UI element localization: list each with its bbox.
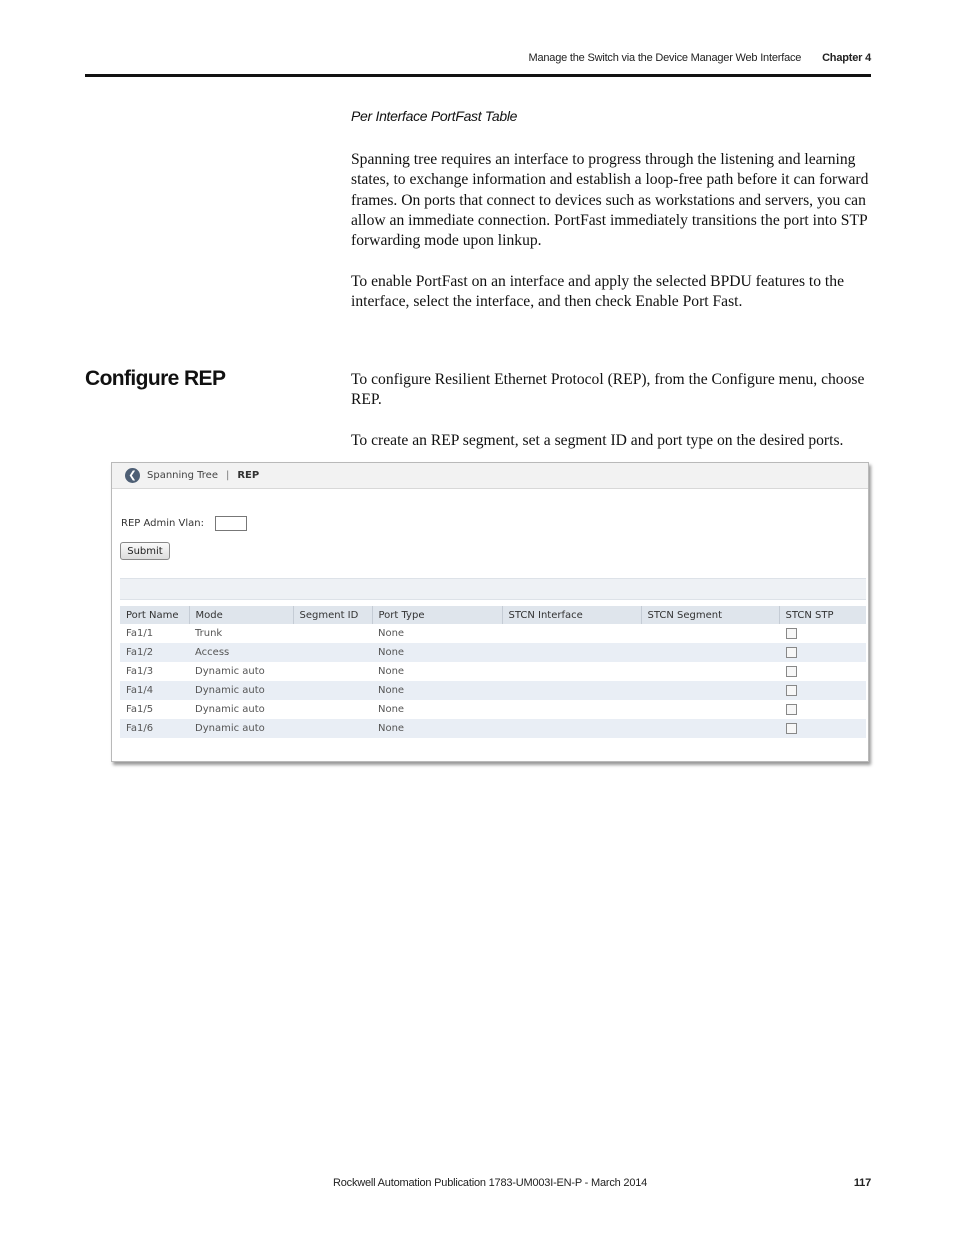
rep-screenshot	[111, 462, 869, 762]
table-row[interactable]	[120, 624, 866, 643]
running-header	[85, 52, 871, 64]
port-type-cell: None	[378, 628, 405, 639]
column-header[interactable]: Port Type	[372, 606, 502, 624]
stcn-segment-cell	[641, 662, 779, 681]
port-type-cell: None	[378, 666, 405, 677]
portfast-paragraph-2: To enable PortFast on an interface and apply the selected BPDU features to the interface, select the interface, and then check Enable Port Fast.	[351, 273, 844, 311]
stcn-interface-cell	[502, 700, 641, 719]
rep-paragraph-2: To create an REP segment, set a segment ID and port type on the desired ports.	[351, 432, 844, 449]
mode-cell: Dynamic auto	[195, 704, 265, 715]
back-arrow-icon[interactable]: ❮	[125, 468, 140, 483]
stcn-interface-cell	[502, 643, 641, 662]
mode-cell: Access	[189, 643, 293, 662]
segment-id-cell	[293, 700, 372, 719]
stcn-segment-cell	[641, 643, 779, 662]
chapter-label: Chapter 4	[822, 52, 871, 64]
stcn-stp-checkbox[interactable]	[786, 628, 797, 639]
column-header[interactable]: Segment ID	[293, 606, 372, 624]
stcn-stp-cell	[779, 624, 866, 643]
stcn-interface-cell	[502, 681, 641, 700]
mode-cell: Dynamic auto	[189, 681, 293, 700]
running-title: Manage the Switch via the Device Manager Web Interface	[528, 52, 802, 64]
column-header[interactable]: STCN Interface	[502, 606, 641, 624]
portfast-paragraph-1: Spanning tree requires an interface to progress through the listening and learning states, to exchange information and establish a loop-free path before it can forward frames. On ports that connect to devices such as workstations and servers, you can allow an immediate connection. PortFast immediately transitions the port into STP forwarding mode upon linkup.	[351, 151, 869, 250]
stcn-stp-checkbox[interactable]	[786, 647, 797, 658]
header-rule	[85, 74, 871, 77]
stcn-segment-cell	[641, 681, 779, 700]
table-row[interactable]	[120, 681, 866, 700]
section-title: Configure REP	[85, 367, 226, 390]
admin-vlan-label: REP Admin Vlan:	[121, 518, 204, 529]
stcn-stp-cell	[779, 662, 866, 681]
segment-id-cell	[293, 662, 372, 681]
breadcrumb-separator: |	[225, 470, 230, 481]
rep-table	[120, 606, 866, 738]
segment-id-cell	[293, 719, 372, 738]
stcn-stp-checkbox[interactable]	[786, 685, 797, 696]
table-row[interactable]	[120, 643, 866, 662]
stcn-stp-cell	[779, 681, 866, 700]
segment-id-cell	[293, 643, 372, 662]
rep-paragraph-1: To configure Resilient Ethernet Protocol (REP), from the Configure menu, choose REP.	[351, 371, 865, 409]
admin-vlan-input[interactable]	[215, 516, 247, 531]
stcn-segment-cell	[641, 719, 779, 738]
port-type-cell: None	[372, 681, 502, 700]
column-header[interactable]: STCN Segment	[641, 606, 779, 624]
toolbar-strip	[120, 578, 866, 600]
column-header[interactable]: STCN STP	[779, 606, 866, 624]
stcn-stp-cell	[779, 700, 866, 719]
column-header[interactable]: Port Name	[120, 606, 189, 624]
port-name-cell: Fa1/2	[120, 643, 189, 662]
breadcrumb	[112, 463, 868, 489]
mode-cell: Dynamic auto	[189, 719, 293, 738]
mode-cell: Dynamic auto	[195, 666, 265, 677]
stcn-segment-cell	[641, 700, 779, 719]
stcn-stp-checkbox[interactable]	[786, 704, 797, 715]
stcn-interface-cell	[502, 624, 641, 643]
stcn-stp-checkbox[interactable]	[786, 666, 797, 677]
port-name-cell: Fa1/4	[120, 681, 189, 700]
figure-caption: Per Interface PortFast Table	[351, 108, 518, 124]
column-header[interactable]: Mode	[189, 606, 293, 624]
table-header-row	[120, 606, 866, 624]
page-number: 117	[853, 1177, 871, 1189]
publication-id: Rockwell Automation Publication 1783-UM003I-EN-P - March 2014	[333, 1177, 648, 1189]
stcn-stp-cell	[779, 643, 866, 662]
port-type-cell: None	[372, 643, 502, 662]
stcn-stp-cell	[779, 719, 866, 738]
stcn-interface-cell	[502, 662, 641, 681]
port-name-cell: Fa1/1	[126, 628, 154, 639]
port-type-cell: None	[378, 704, 405, 715]
port-name-cell: Fa1/6	[120, 719, 189, 738]
segment-id-cell	[293, 681, 372, 700]
breadcrumb-rep: REP	[237, 470, 260, 481]
table-row[interactable]	[120, 700, 866, 719]
admin-vlan-row	[121, 516, 247, 531]
port-type-cell: None	[372, 719, 502, 738]
mode-cell: Trunk	[195, 628, 223, 639]
submit-button[interactable]: Submit	[120, 542, 170, 560]
table-row[interactable]	[120, 662, 866, 681]
segment-id-cell	[293, 624, 372, 643]
table-row[interactable]	[120, 719, 866, 738]
breadcrumb-spanning-tree[interactable]: Spanning Tree	[147, 470, 218, 481]
port-name-cell: Fa1/5	[126, 704, 154, 715]
stcn-segment-cell	[641, 624, 779, 643]
stcn-interface-cell	[502, 719, 641, 738]
stcn-stp-checkbox[interactable]	[786, 723, 797, 734]
port-name-cell: Fa1/3	[126, 666, 154, 677]
